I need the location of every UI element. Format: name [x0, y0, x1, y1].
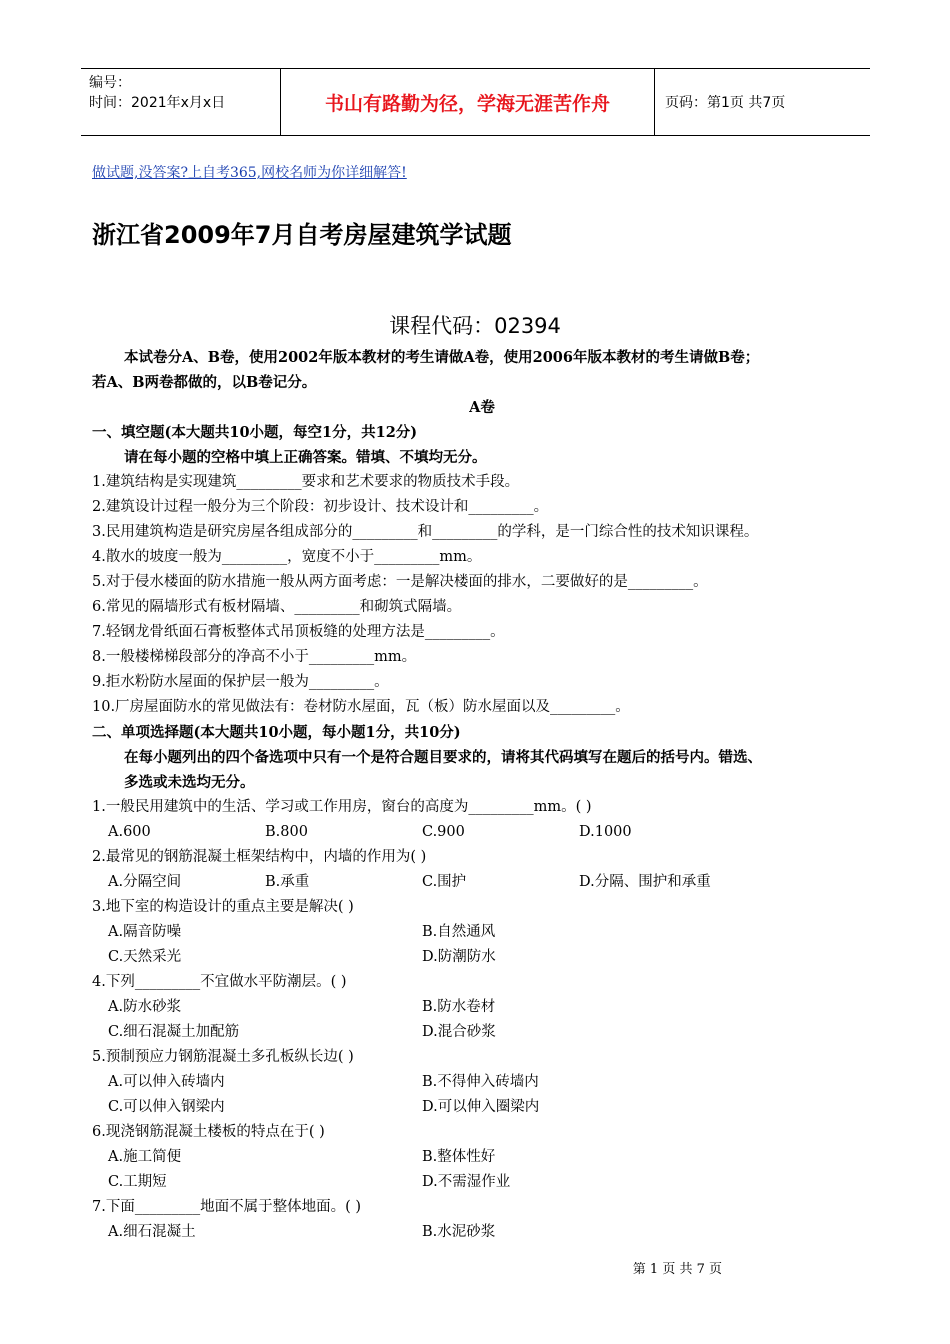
option-a: A.分隔空间: [108, 874, 182, 890]
choice-stem: 4.下列_________不宜做水平防潮层。( ): [92, 974, 347, 990]
option-d: D.1000: [579, 824, 632, 840]
choice-options: [92, 1145, 872, 1170]
part2-instruction-1: 在每小题列出的四个备选项中只有一个是符合题目要求的，请将其代码填写在题后的括号内。错选、: [124, 749, 762, 766]
option-b: B.水泥砂浆: [422, 1224, 496, 1240]
option-c: C.工期短: [108, 1174, 167, 1190]
fill-question: 5.对于侵水楼面的防水措施一般从两方面考虑：一是解决楼面的排水，二要做好的是_________。: [92, 574, 708, 590]
choice-options: [92, 1095, 872, 1120]
option-d: D.不需湿作业: [422, 1174, 511, 1190]
fill-question: 4.散水的坡度一般为_________，宽度不小于_________mm。: [92, 549, 482, 565]
part1-instruction: 请在每小题的空格中填上正确答案。错填、不填均无分。: [124, 449, 487, 466]
choice-stem: 7.下面_________地面不属于整体地面。( ): [92, 1199, 362, 1215]
part2-instruction-2: 多选或未选均无分。: [124, 774, 255, 791]
fill-question: 8.一般楼梯梯段部分的净高不小于_________mm。: [92, 649, 417, 665]
option-b: B.整体性好: [422, 1149, 496, 1165]
part2-heading: 二、单项选择题(本大题共10小题，每小题1分，共10分): [92, 724, 461, 741]
option-a: A.细石混凝土: [108, 1224, 196, 1240]
part1-heading: 一、填空题(本大题共10小题，每空1分，共12分): [92, 424, 418, 441]
option-d: D.防潮防水: [422, 949, 496, 965]
choice-options: [92, 945, 872, 970]
fill-question: 9.拒水粉防水屋面的保护层一般为_________。: [92, 674, 389, 690]
choice-stem: 1.一般民用建筑中的生活、学习或工作用房，窗台的高度为_________mm。( ): [92, 799, 592, 815]
header-page-info: 页码：第1页 共7页: [665, 95, 786, 111]
option-a: A.施工简便: [108, 1149, 182, 1165]
section-a-heading: A卷: [469, 399, 495, 416]
option-b: B.800: [265, 824, 308, 840]
choice-options: [92, 920, 872, 945]
option-d: D.可以伸入圈梁内: [422, 1099, 540, 1115]
page-title: 浙江省2009年7月自考房屋建筑学试题: [92, 221, 512, 249]
option-d: D.混合砂浆: [422, 1024, 496, 1040]
fill-question: 2.建筑设计过程一般分为三个阶段：初步设计、技术设计和_________。: [92, 499, 549, 515]
course-code: 课程代码：02394: [389, 314, 561, 338]
option-a: A.隔音防噪: [108, 924, 182, 940]
header-meta: [81, 69, 281, 135]
fill-question: 10.厂房屋面防水的常见做法有：卷材防水屋面，瓦（板）防水屋面以及_________。: [92, 699, 630, 715]
choice-stem: 2.最常见的钢筋混凝土框架结构中，内墙的作用为( ): [92, 849, 427, 865]
option-a: A.600: [108, 824, 151, 840]
intro-line-1: 本试卷分A、B卷，使用2002年版本教材的考生请做A卷，使用2006年版本教材的考生请做B卷；: [124, 349, 760, 366]
fill-question: 6.常见的隔墙形式有板材隔墙、_________和砌筑式隔墙。: [92, 599, 462, 615]
choice-stem: 5.预制预应力钢筋混凝土多孔板纵长边( ): [92, 1049, 354, 1065]
header-motto: 书山有路勤为径，学海无涯苦作舟: [281, 69, 655, 135]
option-d: D.分隔、围护和承重: [579, 874, 711, 890]
option-b: B.不得伸入砖墙内: [422, 1074, 539, 1090]
choice-options: [92, 1070, 872, 1095]
choice-options: [92, 995, 872, 1020]
option-c: C.天然采光: [108, 949, 182, 965]
option-c: C.可以伸入钢梁内: [108, 1099, 225, 1115]
choice-options: [92, 1170, 872, 1195]
option-c: C.900: [422, 824, 465, 840]
page-footer: 第 1 页 共 7 页: [632, 1262, 722, 1277]
choice-options: [92, 870, 872, 895]
number-label: 编号：: [89, 75, 131, 91]
choice-options: [92, 820, 872, 845]
fill-question: 7.轻钢龙骨纸面石膏板整体式吊顶板缝的处理方法是_________。: [92, 624, 505, 640]
fill-question: 3.民用建筑构造是研究房屋各组成部分的_________和_________的学科，是一门综合性的技术知识课程。: [92, 524, 759, 540]
option-a: A.防水砂浆: [108, 999, 182, 1015]
choice-stem: 3.地下室的构造设计的重点主要是解决( ): [92, 899, 354, 915]
option-a: A.可以伸入砖墙内: [108, 1074, 225, 1090]
option-b: B.承重: [265, 874, 310, 890]
page-header: [81, 68, 870, 136]
option-b: B.防水卷材: [422, 999, 496, 1015]
option-b: B.自然通风: [422, 924, 496, 940]
time-label: 时间：2021年x月x日: [89, 95, 226, 111]
option-c: C.细石混凝土加配筋: [108, 1024, 240, 1040]
promo-link[interactable]: 做试题,没答案?上自考365,网校名师为你详细解答!: [92, 165, 407, 181]
exam-content: [92, 345, 872, 1245]
fill-question: 1.建筑结构是实现建筑_________要求和艺术要求的物质技术手段。: [92, 474, 520, 490]
option-c: C.围护: [422, 874, 467, 890]
choice-options: [92, 1220, 872, 1245]
intro-line-2: 若A、B两卷都做的，以B卷记分。: [92, 374, 317, 391]
choice-options: [92, 1020, 872, 1045]
choice-stem: 6.现浇钢筋混凝土楼板的特点在于( ): [92, 1124, 325, 1140]
